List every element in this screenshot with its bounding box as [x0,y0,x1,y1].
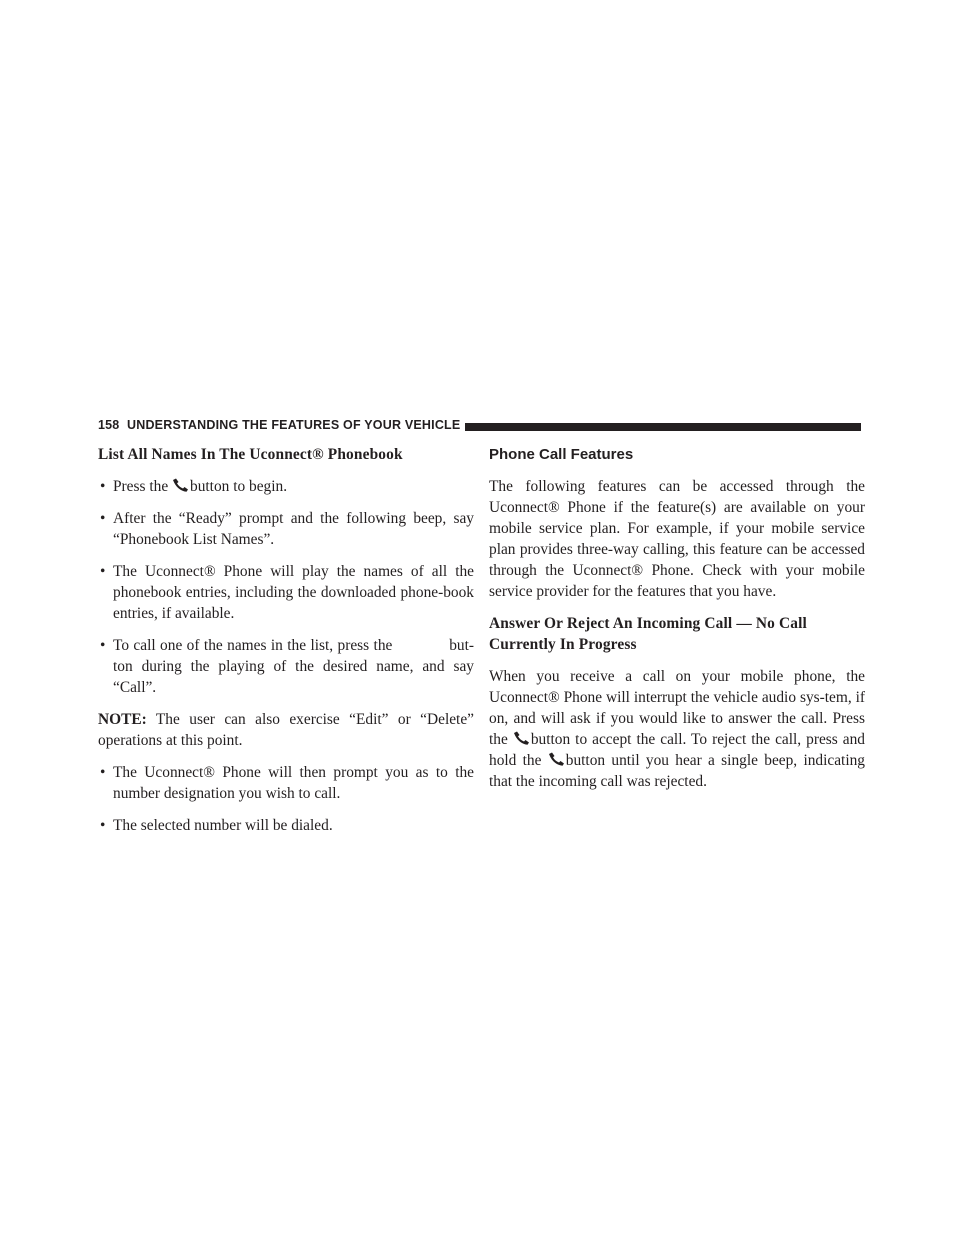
note-paragraph: NOTE: The user can also exercise “Edit” or “Delete” operations at this point. [98,711,474,749]
list-item: • The selected number will be dialed. [100,817,333,834]
phone-call-features-heading: Phone Call Features [489,446,634,463]
answer-reject-paragraph: When you receive a call on your mobile phone, the Uconnect® Phone will interrupt the vehicle audio sys-tem, if on, and will ask if you would like to answer the call. Press the button to accept the call. To reject the call, press and hold the button until you hear a single beep, indicating that the incoming call was rejected. [489,668,865,790]
list-item: • To call one of the names in the list, press the but-ton during the playing of the desired name, and say “Call”. [100,637,474,696]
intro-paragraph: The following features can be accessed through the Uconnect® Phone if the feature(s) are available on your mobile service plan. For example, if your mobile service plan provides three-way calling, this feature can be accessed through the Uconnect® Phone. Check with your mobile service provider for the features that you have. [489,478,865,600]
header-rule [465,423,861,431]
page-header [98,417,862,439]
right-column [489,444,865,792]
answer-reject-heading: Answer Or Reject An Incoming Call — No Call Currently In Progress [489,615,807,653]
left-column [98,444,474,836]
list-item: • Press the button to begin. [100,478,288,495]
list-item: • The Uconnect® Phone will play the names of all the phonebook entries, including the downloaded phone-book entries, if available. [100,563,474,622]
list-item: • The Uconnect® Phone will then prompt you as to the number designation you wish to call. [100,764,474,802]
list-names-heading: List All Names In The Uconnect® Phonebook [98,446,403,463]
phone-icon [548,752,565,766]
list-item: • After the “Ready” prompt and the following beep, say “Phonebook List Names”. [100,510,474,548]
page-number: 158 [98,418,120,432]
phone-icon [513,731,530,745]
section-title: UNDERSTANDING THE FEATURES OF YOUR VEHICLE [127,418,461,432]
phone-icon [172,478,189,492]
